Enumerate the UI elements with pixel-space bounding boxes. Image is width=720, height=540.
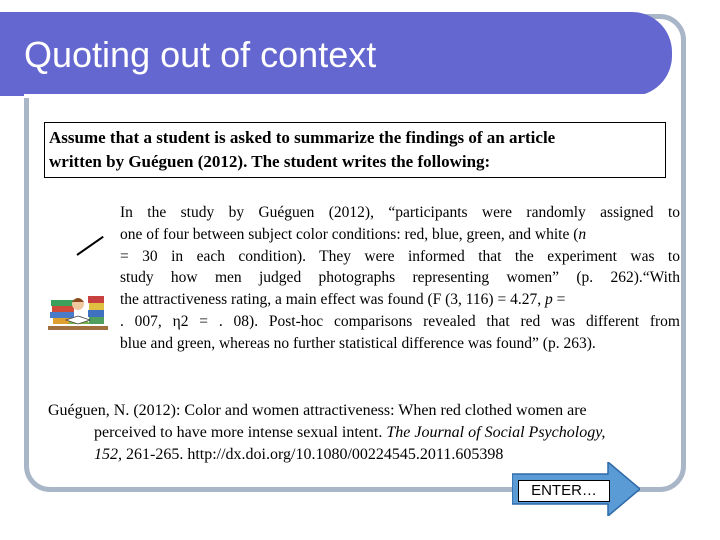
quote-italic-p: p	[544, 291, 553, 309]
quote-block	[120, 202, 680, 355]
enter-button-label: ENTER…	[518, 480, 610, 502]
quote-italic-n: n	[578, 225, 587, 243]
student-reading-icon	[48, 276, 108, 334]
quote-line-5-text: the attractiveness rating, a main effect was found (F (3, 116) = 4.27,	[120, 291, 545, 309]
quote-line-4: study how men judged photographs representing women” (p. 262).“With	[120, 269, 680, 287]
reference-journal: The Journal of Social Psychology,	[386, 424, 606, 441]
reference-line-2-text: perceived to have more intense sexual intent.	[94, 424, 387, 441]
enter-button[interactable]	[512, 462, 640, 516]
quote-line-2-text: one of four between subject color conditions: red, blue, green, and white (	[120, 225, 579, 243]
slide-title: Quoting out of context	[24, 34, 377, 75]
intro-line-1: Assume that a student is asked to summarize the findings of an article	[49, 128, 556, 147]
intro-box	[44, 122, 666, 178]
quote-line-3: = 30 in each condition). They were informed that the experiment was to	[120, 247, 680, 265]
reference-volume: 152,	[94, 446, 122, 463]
quote-line-6: . 007, η2 = . 08). Post-hoc comparisons revealed that red was different from	[120, 312, 680, 330]
quote-line-1: In the study by Guéguen (2012), “participants were randomly assigned to	[120, 204, 680, 221]
quote-p-suffix: =	[552, 291, 566, 309]
reference-line-2	[48, 422, 678, 444]
quote-line-7: blue and green, whereas no further statistical difference was found” (p. 263).	[120, 334, 596, 352]
quote-line-5	[120, 289, 680, 311]
reference-line-1: Guéguen, N. (2012): Color and women attractiveness: When red clothed women are	[48, 402, 587, 419]
quote-line-2	[120, 224, 680, 246]
intro-line-2: written by Guéguen (2012). The student writes the following:	[49, 152, 491, 171]
reference-block	[48, 400, 678, 466]
reference-pages-doi: 261-265. http://dx.doi.org/10.1080/00224545.2011.605398	[122, 446, 504, 463]
title-underline	[24, 94, 664, 98]
